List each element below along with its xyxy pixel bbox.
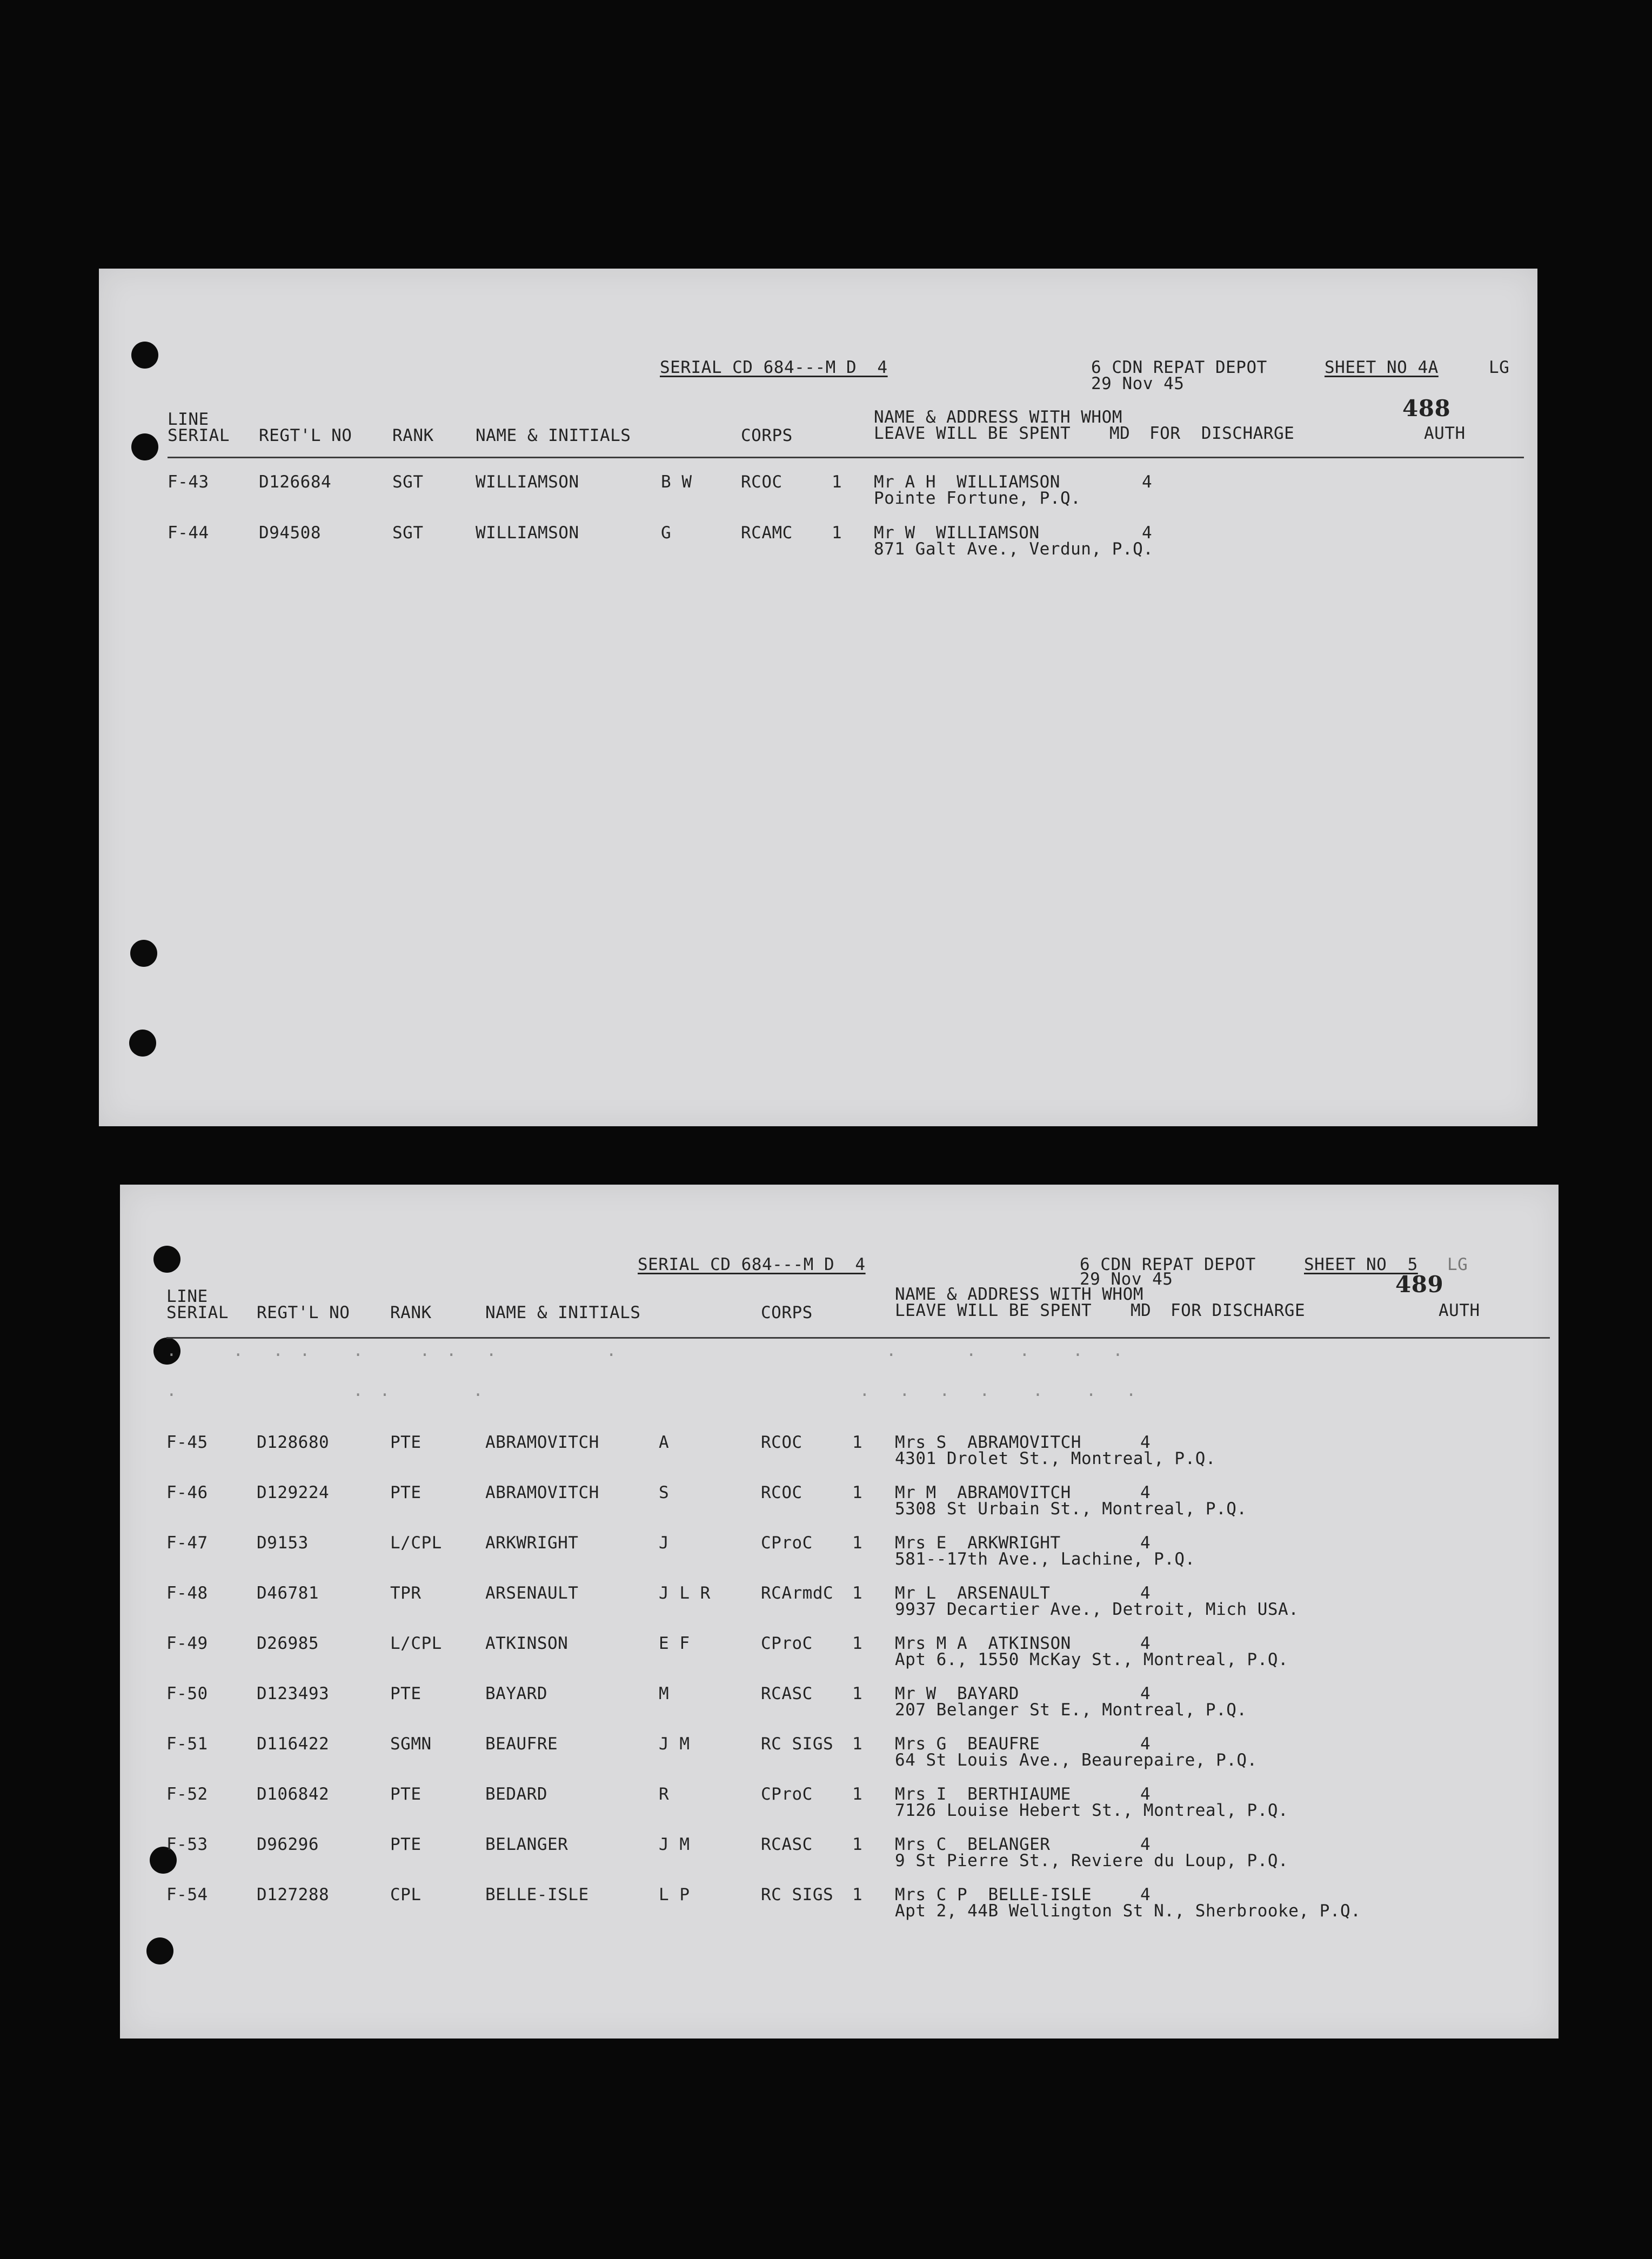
corps: RCASC [761,1684,813,1703]
table-row [120,1886,1559,1924]
erased-row [120,1381,1559,1420]
surname: ATKINSON [485,1634,568,1653]
count: 1 [852,1583,863,1603]
rank: CPL [390,1885,422,1904]
register-sheet-488 [99,269,1537,1126]
corps: RC SIGS [761,1885,834,1904]
surname: ABRAMOVITCH [485,1483,599,1502]
line-serial: F-46 [166,1483,208,1502]
contact-address: 581--17th Ave., Lachine, P.Q. [895,1549,1195,1569]
line-serial: F-53 [166,1835,208,1854]
contact-address: Pointe Fortune, P.Q. [874,489,1081,508]
table-row [120,1534,1559,1573]
table-row [99,473,1537,512]
contact-name: Mrs G BEAUFRE [895,1734,1040,1754]
initials: S [659,1483,670,1502]
punch-hole [131,342,158,369]
count: 1 [852,1533,863,1553]
contact-address: 9 St Pierre St., Reviere du Loup, P.Q. [895,1851,1289,1870]
header-rule [168,457,1524,458]
surname: BELLE-ISLE [485,1885,589,1904]
military-district: 4 [1142,472,1153,492]
count: 1 [852,1785,863,1804]
count: 1 [852,1885,863,1904]
line-serial: F-50 [166,1684,208,1703]
corps: RCAMC [741,523,793,543]
rank: PTE [390,1433,422,1452]
corner-mark: LG [1447,1255,1468,1274]
col-address-2: LEAVE WILL BE SPENT [895,1301,1092,1320]
col-auth: AUTH [1439,1301,1480,1320]
initials: E F [659,1634,690,1653]
table-row [120,1584,1559,1623]
contact-name: Mr M ABRAMOVITCH [895,1483,1071,1502]
military-district: 4 [1140,1684,1151,1703]
rank: PTE [390,1785,422,1804]
sheet-number: SHEET NO 5 [1304,1255,1418,1274]
register-sheet-489 [120,1185,1559,2039]
count: 1 [832,472,842,492]
military-district: 4 [1140,1634,1151,1653]
initials: J M [659,1835,690,1854]
regtl-no: D96296 [257,1835,319,1854]
table-row [120,1433,1559,1472]
erased-entry: . . . . . . . . . . . [166,1381,1140,1400]
contact-address: 9937 Decartier Ave., Detroit, Mich USA. [895,1600,1299,1619]
line-serial: F-43 [168,472,209,492]
col-name-initials: NAME & INITIALS [485,1303,641,1322]
erased-row [120,1341,1559,1380]
col-regtl-no: REGT'L NO [259,426,352,445]
header-rule [166,1337,1550,1339]
regtl-no: D9153 [257,1533,309,1553]
surname: BEDARD [485,1785,547,1804]
surname: BELANGER [485,1835,568,1854]
regtl-no: D128680 [257,1433,330,1452]
initials: J [659,1533,670,1553]
contact-name: Mrs M A ATKINSON [895,1634,1071,1653]
military-district: 4 [1140,1533,1151,1553]
contact-name: Mrs S ABRAMOVITCH [895,1433,1081,1452]
regtl-no: D26985 [257,1634,319,1653]
page-number: 488 [1402,395,1451,422]
col-line: LINE [166,1287,208,1306]
military-district: 4 [1140,1734,1151,1754]
military-district: 4 [1140,1583,1151,1603]
table-row [120,1685,1559,1723]
initials: M [659,1684,670,1703]
regtl-no: D46781 [257,1583,319,1603]
line-serial: F-54 [166,1885,208,1904]
unit-name: 6 CDN REPAT DEPOT [1080,1255,1256,1274]
contact-address: 207 Belanger St E., Montreal, P.Q. [895,1700,1247,1720]
count: 1 [852,1634,863,1653]
line-serial: F-47 [166,1533,208,1553]
col-md: MD [1109,424,1131,443]
contact-address: 64 St Louis Ave., Beaurepaire, P.Q. [895,1750,1258,1770]
col-line: LINE [168,410,209,429]
col-address-1: NAME & ADDRESS WITH WHOM [874,407,1122,427]
count: 1 [852,1835,863,1854]
contact-name: Mr L ARSENAULT [895,1583,1051,1603]
contact-name: Mr A H WILLIAMSON [874,472,1060,492]
initials: A [659,1433,670,1452]
military-district: 4 [1140,1483,1151,1502]
sheet-number: SHEET NO 4A [1325,358,1439,377]
col-for-discharge: FOR DISCHARGE [1171,1301,1306,1320]
line-serial: F-51 [166,1734,208,1754]
erased-entry: . . . . . . . . . . . . . . [166,1341,1126,1360]
initials: B W [661,472,692,492]
surname: WILLIAMSON [476,523,579,543]
punch-hole [146,1937,173,1964]
table-row [120,1785,1559,1824]
table-row [120,1835,1559,1874]
surname: ARKWRIGHT [485,1533,579,1553]
col-rank: RANK [390,1303,432,1322]
initials: J L R [659,1583,711,1603]
sheet-date: 29 Nov 45 [1091,374,1185,393]
regtl-no: D123493 [257,1684,330,1703]
col-name-initials: NAME & INITIALS [476,426,631,445]
regtl-no: D116422 [257,1734,330,1754]
line-serial: F-52 [166,1785,208,1804]
rank: SGT [392,523,424,543]
military-district: 4 [1140,1885,1151,1904]
corner-mark: LG [1489,358,1510,377]
count: 1 [852,1684,863,1703]
table-row [120,1483,1559,1522]
contact-address: 7126 Louise Hebert St., Montreal, P.Q. [895,1801,1289,1820]
contact-address: Apt 6., 1550 McKay St., Montreal, P.Q. [895,1650,1289,1669]
military-district: 4 [1140,1785,1151,1804]
surname: WILLIAMSON [476,472,579,492]
corps: RCASC [761,1835,813,1854]
col-rank: RANK [392,426,434,445]
corps: CProC [761,1634,813,1653]
table-row [99,524,1537,563]
surname: BEAUFRE [485,1734,558,1754]
col-md: MD [1131,1301,1152,1320]
corps: RCOC [761,1433,802,1452]
serial-header: SERIAL CD 684---M D 4 [660,358,888,377]
sheet-date: 29 Nov 45 [1080,1269,1173,1289]
punch-hole [131,433,158,460]
col-corps: CORPS [761,1303,813,1322]
col-regtl-no: REGT'L NO [257,1303,350,1322]
regtl-no: D126684 [259,472,332,492]
corps: RCOC [761,1483,802,1502]
col-serial: SERIAL [166,1303,229,1322]
regtl-no: D127288 [257,1885,330,1904]
contact-name: Mrs I BERTHIAUME [895,1785,1071,1804]
regtl-no: D106842 [257,1785,330,1804]
rank: PTE [390,1684,422,1703]
initials: G [661,523,672,543]
surname: BAYARD [485,1684,547,1703]
rank: L/CPL [390,1634,442,1653]
col-address-1: NAME & ADDRESS WITH WHOM [895,1285,1143,1304]
contact-name: Mrs C P BELLE-ISLE [895,1885,1092,1904]
col-corps: CORPS [741,426,793,445]
line-serial: F-44 [168,523,209,543]
corps: CProC [761,1533,813,1553]
surname: ABRAMOVITCH [485,1433,599,1452]
punch-hole [153,1246,180,1273]
col-address-2: LEAVE WILL BE SPENT [874,424,1071,443]
corps: RCOC [741,472,782,492]
table-row [120,1735,1559,1774]
initials: R [659,1785,670,1804]
contact-address: Apt 2, 44B Wellington St N., Sherbrooke, P.Q. [895,1901,1361,1921]
unit-name: 6 CDN REPAT DEPOT [1091,358,1267,377]
col-for-discharge: FOR DISCHARGE [1149,424,1295,443]
regtl-no: D94508 [259,523,321,543]
contact-name: Mr W BAYARD [895,1684,1019,1703]
contact-name: Mr W WILLIAMSON [874,523,1040,543]
line-serial: F-49 [166,1634,208,1653]
serial-header: SERIAL CD 684---M D 4 [638,1255,866,1274]
contact-name: Mrs E ARKWRIGHT [895,1533,1061,1553]
rank: TPR [390,1583,422,1603]
rank: PTE [390,1835,422,1854]
corps: RC SIGS [761,1734,834,1754]
rank: L/CPL [390,1533,442,1553]
table-row [120,1634,1559,1673]
line-serial: F-45 [166,1433,208,1452]
contact-address: 5308 St Urbain St., Montreal, P.Q. [895,1499,1247,1519]
military-district: 4 [1140,1835,1151,1854]
contact-address: 4301 Drolet St., Montreal, P.Q. [895,1449,1216,1468]
corps: CProC [761,1785,813,1804]
count: 1 [852,1483,863,1502]
rank: SGT [392,472,424,492]
surname: ARSENAULT [485,1583,579,1603]
count: 1 [832,523,842,543]
page-number: 489 [1395,1271,1444,1298]
col-auth: AUTH [1424,424,1466,443]
initials: J M [659,1734,690,1754]
punch-hole [130,940,157,967]
contact-address: 871 Galt Ave., Verdun, P.Q. [874,539,1154,559]
line-serial: F-48 [166,1583,208,1603]
initials: L P [659,1885,690,1904]
count: 1 [852,1734,863,1754]
count: 1 [852,1433,863,1452]
military-district: 4 [1140,1433,1151,1452]
military-district: 4 [1142,523,1153,543]
corps: RCArmdC [761,1583,834,1603]
rank: SGMN [390,1734,432,1754]
regtl-no: D129224 [257,1483,330,1502]
contact-name: Mrs C BELANGER [895,1835,1051,1854]
punch-hole [129,1030,156,1057]
col-serial: SERIAL [168,426,230,445]
rank: PTE [390,1483,422,1502]
